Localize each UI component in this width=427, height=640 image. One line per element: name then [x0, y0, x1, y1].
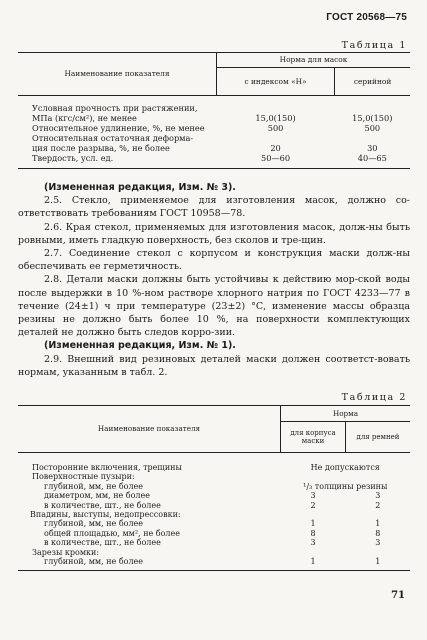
clause-2-5: 2.5. Стекло, применяемое для изготовления масок, должно со-ответствовать требованиям ГОСТ 10958—78. — [18, 195, 410, 220]
table-row — [18, 548, 410, 557]
clause-2-8: 2.8. Детали маски должны быть устойчивы к действию мор-ской воды после выдержки в 10 %-ном растворе хлорного натрия по ГОСТ 4233—77 в течение (24±1) ч при температуре (23±2) °С, изменение массы образца резины не должно быть более 10 %, на поверхности комплектующих деталей не должно быть следов корро-зии. — [18, 274, 410, 339]
row-value — [346, 510, 411, 519]
row-value — [281, 472, 346, 481]
page-number: 71 — [391, 590, 405, 601]
table2 — [18, 405, 410, 571]
row-value: 3 — [375, 538, 381, 548]
clause-2-9: 2.9. Внешний вид резиновых деталей маски должен соответст-вовать нормам, указанным в табл. 2. — [18, 353, 410, 378]
table-row — [18, 510, 410, 519]
row-value: 1 — [346, 557, 411, 571]
row-value: 3 — [310, 491, 316, 501]
row-value: 2 — [310, 500, 316, 510]
table-row — [18, 453, 410, 473]
row-value — [346, 548, 411, 557]
table1-sub-header-serial: серийной — [335, 68, 410, 96]
row-value: 2 — [375, 500, 381, 510]
row-value: 30 — [367, 143, 378, 154]
row-value: 1 — [375, 519, 381, 529]
row-label: Твердость, усл. ед. — [18, 154, 217, 169]
row-value — [346, 472, 411, 481]
row-label: Относительная остаточная деформа- — [32, 133, 194, 144]
row-value: 15,0(150) — [352, 113, 393, 124]
table2-body — [18, 453, 410, 571]
row-value: 40—65 — [335, 154, 410, 169]
row-label: ция после разрыва, %, не более — [32, 143, 170, 154]
amendment-note-1: (Измененная редакция, Изм. № 1). — [44, 340, 236, 352]
table2-caption: Таблица 2 — [341, 392, 407, 403]
table-row — [18, 501, 410, 510]
row-label: в количестве, шт., не более — [44, 500, 161, 510]
row-value: Не допускаются — [310, 463, 380, 472]
row-value: 8 — [310, 528, 316, 538]
table1-norm-header: Норма для масок — [217, 53, 411, 68]
row-value: 20 — [270, 143, 281, 154]
table-row — [18, 529, 410, 538]
table1-caption: Таблица 1 — [341, 40, 407, 51]
table-row — [18, 482, 410, 491]
row-value — [281, 548, 346, 557]
table2-norm-header: Норма — [281, 406, 411, 422]
table1-body — [18, 96, 410, 169]
row-label: Зарезы кромки: — [32, 547, 100, 557]
table2-sub-header-straps: для ремней — [346, 422, 411, 453]
table-row — [18, 154, 410, 169]
table-row — [18, 96, 410, 115]
row-value: 3 — [310, 538, 316, 548]
clause-2-6: 2.6. Края стекол, применяемых для изготовления масок, долж-ны быть ровными, иметь гладкую поверхность, без сколов и тре-щин. — [18, 221, 410, 246]
row-value: 50—60 — [217, 154, 335, 169]
row-value — [281, 510, 346, 519]
table2-sub-header-body: для корпуса маски — [281, 422, 346, 453]
row-value — [217, 96, 335, 115]
row-value: 500 — [267, 123, 284, 134]
table1-param-header: Наименование показателя — [18, 53, 217, 96]
row-value: 3 — [375, 491, 381, 501]
row-label: МПа (кгс/см²), не менее — [32, 113, 137, 124]
row-label: Условная прочность при растяжении, — [32, 103, 198, 114]
row-label: общей площадью, мм², не более — [44, 528, 180, 538]
row-label: диаметром, мм, не более — [44, 491, 150, 501]
row-value: 500 — [364, 123, 381, 134]
table1 — [18, 52, 410, 169]
row-label: Поверхностные пузыри: — [32, 472, 135, 482]
row-value: 8 — [375, 528, 381, 538]
row-value: ¹/₃ толщины резины — [303, 481, 388, 491]
row-label: глубиной, мм, не более — [44, 519, 144, 529]
table-row — [18, 557, 410, 571]
body-text — [18, 181, 410, 379]
table-row — [18, 472, 410, 481]
row-value: 15,0(150) — [255, 113, 296, 124]
row-label: глубиной, мм, не более — [44, 481, 144, 491]
row-label: в количестве, шт., не более — [44, 538, 161, 548]
row-value — [335, 96, 410, 115]
table1-sub-header-n: с индексом «Н» — [217, 68, 335, 96]
row-value: 1 — [310, 519, 316, 529]
row-label: Посторонние включения, трещины — [32, 463, 182, 472]
row-label: глубиной, мм, не более — [18, 557, 281, 571]
table-row — [18, 538, 410, 547]
standard-header: ГОСТ 20568—75 — [326, 12, 407, 23]
table2-param-header: Наименование показателя — [18, 406, 281, 453]
amendment-note-3: (Измененная редакция, Изм. № 3). — [44, 182, 236, 193]
table-row — [18, 519, 410, 528]
row-value: 1 — [281, 557, 346, 571]
row-label: Впадины, выступы, недопрессовки: — [30, 510, 181, 520]
clause-2-7: 2.7. Соединение стекол с корпусом и конструкция маски долж-ны обеспечивать ее герметичность. — [18, 248, 410, 273]
row-label: Относительное удлинение, %, не менее — [32, 123, 205, 134]
table-row — [18, 491, 410, 500]
